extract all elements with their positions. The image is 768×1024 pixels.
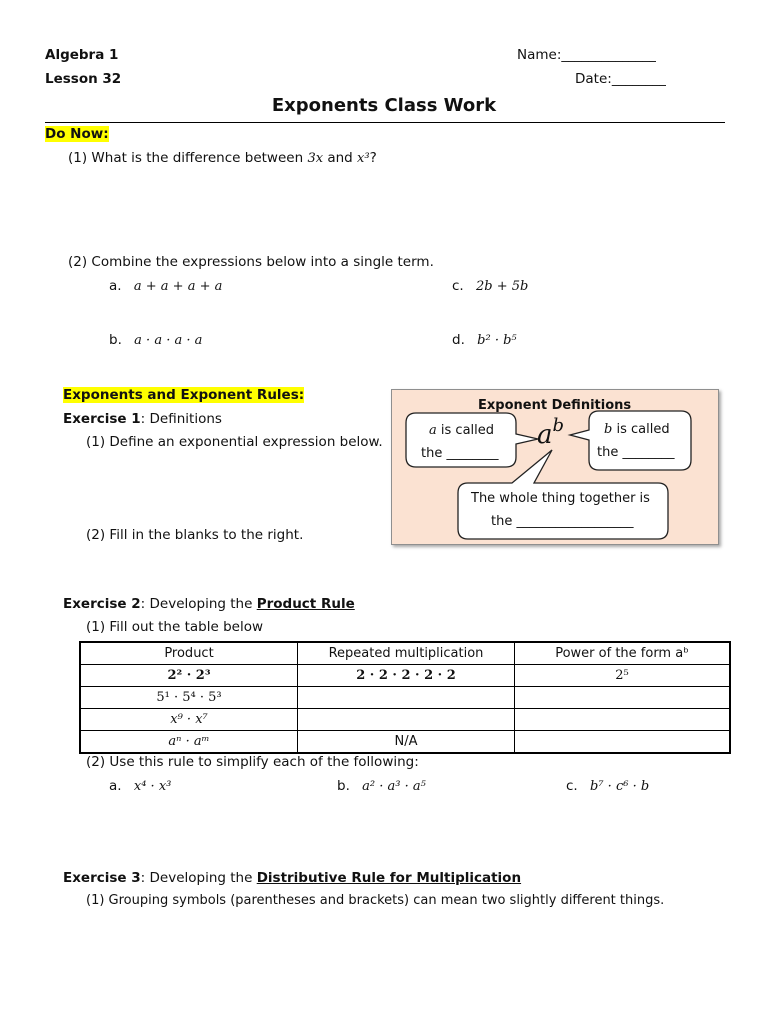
item-expr: a² · a³ · a⁵ <box>362 779 426 794</box>
table-cell: x⁹ · x⁷ <box>80 709 298 731</box>
q1-expr1: 3x <box>307 151 324 166</box>
q1-suffix: ? <box>369 150 377 166</box>
table-cell[interactable] <box>515 687 731 709</box>
exercise3-label: Exercise 3 <box>63 870 141 886</box>
distributive-rule-label: Distributive Rule for Multiplication <box>256 870 522 886</box>
ex2-item-a <box>109 778 171 794</box>
left-var: a <box>429 423 437 438</box>
item-expr: x⁴ · x³ <box>133 779 172 794</box>
table-cell: aⁿ · aᵐ <box>80 731 298 754</box>
exercise2-q2: (2) Use this rule to simplify each of the following: <box>86 754 419 770</box>
table-cell: 2 · 2 · 2 · 2 · 2 <box>298 665 515 687</box>
right-text: is called <box>612 422 670 437</box>
exercise1-q1: (1) Define an exponential expression below. <box>86 434 383 450</box>
exercise1-subtitle: : Definitions <box>140 411 222 427</box>
item-expr: 2b + 5b <box>476 279 529 294</box>
do-now-q2: (2) Combine the expressions below into a single term. <box>68 254 434 270</box>
exercise3-title <box>63 870 521 886</box>
q1-expr2: x³ <box>357 151 370 166</box>
item-expr: b⁷ · c⁶ · b <box>590 779 650 794</box>
exercise1-label: Exercise 1 <box>63 411 141 427</box>
table-row <box>80 709 730 731</box>
lesson-label: Lesson 32 <box>45 71 122 87</box>
do-now-heading: Do Now: <box>45 126 109 142</box>
center-expression <box>537 415 565 450</box>
table-cell[interactable] <box>298 709 515 731</box>
table-cell: 5¹ · 5⁴ · 5³ <box>80 687 298 709</box>
exercise2-label: Exercise 2 <box>63 596 141 612</box>
item-label: d. <box>452 332 465 348</box>
base-symbol: a <box>537 420 553 450</box>
right-bubble-line2: the ________ <box>597 445 675 460</box>
title-rule <box>45 122 725 123</box>
exponent-symbol: b <box>552 415 565 436</box>
table-cell[interactable] <box>515 709 731 731</box>
ex2-item-c <box>566 778 649 794</box>
table-row <box>80 731 730 754</box>
item-expr: a + a + a + a <box>133 279 223 294</box>
exercise1-title <box>63 411 222 427</box>
item-label: a. <box>109 778 122 794</box>
q1-text: (1) What is the difference between <box>68 150 304 166</box>
item-c <box>452 278 528 294</box>
right-var: b <box>604 422 613 437</box>
item-b <box>109 332 202 348</box>
item-label: a. <box>109 278 122 294</box>
table-cell[interactable] <box>298 687 515 709</box>
header-repeated: Repeated multiplication <box>298 642 515 665</box>
table-cell: N/A <box>298 731 515 754</box>
item-d <box>452 332 517 348</box>
bottom-bubble-line1: The whole thing together is <box>471 491 650 506</box>
date-field: Date:________ <box>575 71 666 87</box>
do-now-q1 <box>68 150 377 166</box>
header-power: Power of the form aᵇ <box>515 642 731 665</box>
exercise2-prefix: : Developing the <box>140 596 257 612</box>
name-field: Name:______________ <box>517 47 656 63</box>
q1-and: and <box>327 150 353 166</box>
table-header-row <box>80 642 730 665</box>
exponent-definitions-box <box>391 389 719 545</box>
exercise3-prefix: : Developing the <box>140 870 257 886</box>
right-bubble <box>570 411 691 470</box>
table-cell[interactable] <box>515 731 731 754</box>
item-label: b. <box>109 332 122 348</box>
exercise2-title <box>63 596 355 612</box>
item-a <box>109 278 222 294</box>
left-text: is called <box>436 423 495 438</box>
exercise2-q1: (1) Fill out the table below <box>86 619 263 635</box>
item-label: b. <box>337 778 350 794</box>
item-label: c. <box>452 278 464 294</box>
right-bubble-line1 <box>604 422 670 437</box>
table-cell: 2² · 2³ <box>80 665 298 687</box>
item-expr: b² · b⁵ <box>477 333 517 348</box>
ex2-item-b <box>337 778 426 794</box>
course-label: Algebra 1 <box>45 47 119 63</box>
table-row <box>80 665 730 687</box>
exercise1-q2: (2) Fill in the blanks to the right. <box>86 527 304 543</box>
bottom-bubble-line2: the __________________ <box>491 514 634 529</box>
header-product: Product <box>80 642 298 665</box>
table-row <box>80 687 730 709</box>
product-rule-table <box>79 641 731 754</box>
definitions-title: Exponent Definitions <box>478 398 632 413</box>
item-label: c. <box>566 778 578 794</box>
product-rule-label: Product Rule <box>256 596 355 612</box>
table-cell: 2⁵ <box>515 665 731 687</box>
page-title: Exponents Class Work <box>271 95 497 116</box>
exponent-rules-heading: Exponents and Exponent Rules: <box>63 387 305 403</box>
left-bubble-line1 <box>429 423 494 438</box>
exercise3-q1: (1) Grouping symbols (parentheses and brackets) can mean two slightly different things. <box>86 893 665 908</box>
item-expr: a · a · a · a <box>134 333 203 348</box>
left-bubble-line2: the ________ <box>421 446 499 461</box>
